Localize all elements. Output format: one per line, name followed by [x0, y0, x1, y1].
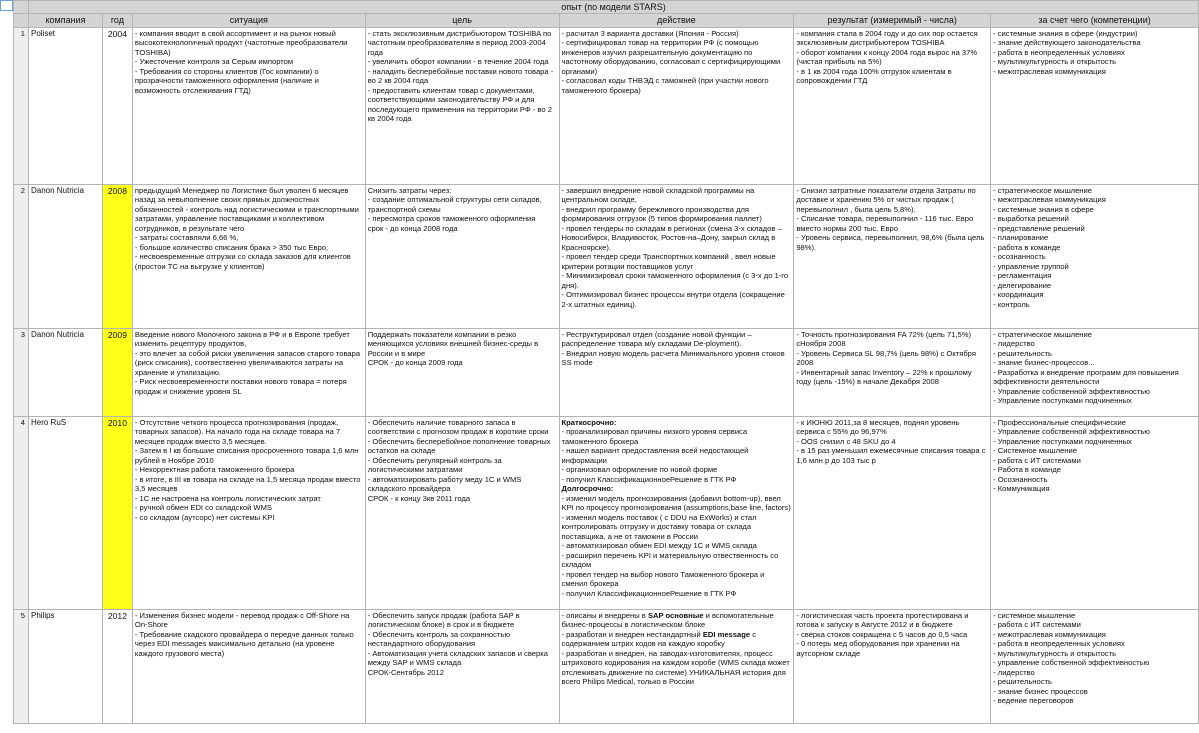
cell-result[interactable]: - логистическая часть проекта протестирована и готова к запуску в Августе 2012 и в бюджете - сверка стоков сокращена с 5 часов до 0,5 часа - 0 потерь мед оборудования при хранении на аутсорном складе: [794, 610, 991, 724]
cell-goal[interactable]: - стать эксклюзивным дистрибьютором TOSHIBA по частотным преобразователям в период 2003-2004 года - увеличить оборот компании - в течение 2004 года - наладить бесперебойные поставки нового товара - во 2 кв 2004 года - предоставить клиентам товар с документами, соответствующими законодательству РФ и для последующего применения на территории РФ - во 2 кв 2004 года: [365, 28, 559, 185]
header-year[interactable]: год: [102, 14, 132, 28]
action-bold-edi: EDI message: [702, 629, 751, 639]
table-row: [14, 329, 1199, 417]
header-goal[interactable]: цель: [365, 14, 559, 28]
table-row: [14, 185, 1199, 329]
row-number[interactable]: 1: [14, 28, 29, 185]
cell-company[interactable]: Poliset: [28, 28, 102, 185]
cell-company[interactable]: Danon Nutricia: [28, 185, 102, 329]
header-result[interactable]: результат (измеримый - числа): [794, 14, 991, 28]
title-row: [14, 1, 1199, 14]
cell-company[interactable]: Danon Nutricia: [28, 329, 102, 417]
cell-year-highlighted[interactable]: 2009: [102, 329, 132, 417]
cell-result[interactable]: - Точность прогнозирования FA 72% (цель 71,5%) сНоября 2008 - Уровень Сервиса SL 98,7% (цель 98%) с Октября 2008 - Инвентарный запас Inventory – 22% к прошлому году (цель -15%) в начале Декабря 2008: [794, 329, 991, 417]
header-row: [14, 14, 1199, 28]
row-number[interactable]: 4: [14, 417, 29, 610]
table-row: [14, 28, 1199, 185]
header-action[interactable]: действие: [559, 14, 794, 28]
cell-competencies[interactable]: - системное мышление - работа с ИТ системами - межотраслевая коммуникация - работа в неопределенных условиях - мультикультурность и открытость - управление собственной эффективностью - лидерство - решительность - знание бизнес процессов - ведение переговоров: [991, 610, 1199, 724]
action-short-term-text: - проанализировал причины низкого уровня сервиса таможенного брокера - нашел вариант предоставления всей недостающей информации - организовал оформление по новой форме - получил КлассификационноеРешение в ГТК РФ: [561, 427, 749, 484]
cell-competencies[interactable]: - Профессиональные специфические - Управление собственной эффективностью - Управление поступками подчиненных - Системное мышление - работа с ИТ системами - Работа в команде - Осознанность - Коммуникация: [991, 417, 1199, 610]
header-company[interactable]: компания: [28, 14, 102, 28]
row-number[interactable]: 5: [14, 610, 29, 724]
cell-competencies[interactable]: - системные знания в сфере (индустрии) - знание действующего законодательства - работа в неопределенных условиях - мультикультурность и открытость - межотраслевая коммуникация: [991, 28, 1199, 185]
cell-situation[interactable]: - Изменения бизнес модели - перевод продаж с Off-Shore на On-Shore - Требование скадского провайдера о передче данных только через EDI messages максимально детально (на уровене каждого грузового места): [132, 610, 365, 724]
cell-result[interactable]: - компания стала в 2004 году и до сих пор остается эксклюзивным дистрибьютером TOSHIBA - оборот компании к концу 2004 года вырос на 37% (чистая прибыль на 5%) - в 1 кв 2004 года 100% отгрузок клиентам в сопровождении ГТД: [794, 28, 991, 185]
stars-table: [13, 0, 1199, 724]
cell-action[interactable]: - расчитал 3 варианта доставки (Япония - Россия) - сертифицировал товар на территории РФ (с помощью инженеров изучил разрешительную документацию по частотному оборудованию, согласовал с сертифицирующими органами) - согласовал коды ТНВЭД с таможней (при участии нового таможенного брокера): [559, 28, 794, 185]
cell-action[interactable]: [559, 610, 794, 724]
cell-year-highlighted[interactable]: 2010: [102, 417, 132, 610]
cell-goal[interactable]: Снизить затраты через: - создание оптимальной структуры сети складов, транспортной схемы - пересмотра сроков таможенного оформления срок - до конца 2008 года: [365, 185, 559, 329]
cell-situation[interactable]: Введение нового Молочного закона в РФ и в Европе требует изменить рецептуру продуктов, - это влечет за собой риски увеличения запасов старого товара (риск списания), соотвественно увеличиваются затраты на хранение и утилизацию. - Риск несвоевременности поставки нового товара = потеря продаж и снижение уровня SL: [132, 329, 365, 417]
header-competencies[interactable]: за счет чего (компетенции): [991, 14, 1199, 28]
action-text: - описаны и внедрены в: [561, 611, 648, 620]
cell-year-highlighted[interactable]: 2008: [102, 185, 132, 329]
cell-company[interactable]: Hero RuS: [28, 417, 102, 610]
action-text: с содержанием штрих кодов на каждую коробку - разработан и внедрен, на заводах-изготовителях, процесс штрихового кодирования на каждом коробе (WMS склада может отслеживать движение по системе) УНИКАЛЬНАЯ история для всего Philips Medical, только в России: [561, 629, 790, 687]
cell-goal[interactable]: - Обеспечить запуск продаж (работа SAP в логистическом блоке) в срок и в бюджете - Обеспечить контроль за сохранностью нестандартного оборудования - Автоматизация учета складских запасов и сверка между SAP и WMS склада СРОК-Сентябрь 2012: [365, 610, 559, 724]
action-short-term-label: Краткосрочно:: [561, 418, 617, 427]
cell-result[interactable]: - Снизил затратные показатели отдела Затраты по доставке и хранению 5% от чистых продаж ( перевыполнил , была цель 5,8%). - Списание товара, перевыполнил - 116 тыс. Евро вместо нормы 200 тыс. Евро - Уровень сервиса, перевыполнил, 98,6% (была цель 98%).: [794, 185, 991, 329]
cell-action[interactable]: [559, 417, 794, 610]
action-bold-sap: SAP основные: [647, 611, 704, 620]
cell-situation[interactable]: - компания вводит в свой ассортимент и на рынок новый высокотехнологичный продукт (частотные преобразователи TOSHIBA) - Ужесточение контроля за Серым импортом - Требования со стороны клиентов (Гос компании) о прозрачности таможенного оформления (наличие и возможность отслеживания ГТД): [132, 28, 365, 185]
header-situation[interactable]: ситуация: [132, 14, 365, 28]
cell-action[interactable]: - Реструктурировал отдел (создание новой функции – распределение товара м/у складами De-ployment). - Внедрил новую модель расчета Минимального уровня стоков SS mode: [559, 329, 794, 417]
action-long-term-text: - изменил модель прогнозирования (добавил bottom-up), ввел KPI по процессу прогнозирования (assumptions,base line, factors) - изменил модель поставок ( с DDU на ExWorks) и стал контролировать отгрузку и доставку товара от склада поставщика, а не от таможни в России - автоматизировал обмен EDI между 1С и WMS склада - расширил перечень KPI и материальную отвественность со складом - провел тендер на выбор нового Таможенного брокера и сменил брокера - получил КлассификационноеРешение в ГТК РФ: [561, 493, 791, 598]
action-text: и вспомогательные бизнес-процессы в логистическом блоке - разработан и внедрен нестандартный: [561, 611, 774, 639]
cell-year[interactable]: 2012: [102, 610, 132, 724]
sheet-title[interactable]: опыт (по модели STARS): [28, 1, 1198, 14]
row-number[interactable]: 3: [14, 329, 29, 417]
table-row: [14, 417, 1199, 610]
cell-competencies[interactable]: - стратегическое мышление - межотраслевая коммуникация - системные знания в сфере - выработка решений - представление решений - планирование - работа в команде - осознанность - управление группой - регламентация - делегирование - координация - контроль: [991, 185, 1199, 329]
cell-situation[interactable]: предыдущий Менеджер по Логистике был уволен 6 месяцев назад за невыполнение своих прямых должностных обязанностей - контроль над логистическими и транспортными затратами, управление поставщиками и коллективом сотрудников, в результате чего - затраты составляли 6,66 %, - большое количество списания брака > 350 тыс Евро, - несвоевременные отгрузки со склада заказов для клиентов (простои ТС на выгрузке у клиентов): [132, 185, 365, 329]
header-spacer: [14, 14, 29, 28]
cell-year[interactable]: 2004: [102, 28, 132, 185]
cell-competencies[interactable]: - стратегическое мышление - лидерство - решительность - знание бизнес-процессов... - Разработка и внедрение программ для повышения эффективности деятельности - Управление собственной эффективностью - Управление поступками подчиненных: [991, 329, 1199, 417]
table-row: [14, 610, 1199, 724]
title-row-spacer: [14, 1, 29, 14]
cell-action[interactable]: - завершил внедрение новой складской программы на центральном складе, - внедрил программу бережливого производства для формирования отгрузок (5 типов формирования паллет) - провел тендеры по складам в регионах (смена 3-х складов – Новосибирск, Владивосток, Ростов-на–Дону, закрыл склад в Красноярске). - провел тендер среди Транспортных компаний , ввел новые критерии ротации поставщиков услуг - Минимизировал сроки таможенного оформления (с 3-х до 1-го дня). - Оптимизировал бизнес процессы внутри отдела (сокращение 2-х штатных единиц).: [559, 185, 794, 329]
action-long-term-label: Долгосрочно:: [561, 484, 614, 494]
cell-situation[interactable]: - Отсутствие четкого процесса прогнозирования (продаж, товарных запасов). На начало года на складе товара на 7 месяцев продаж вместо 3,5 месяцев. - Затем в I кв большие списания просроченного товара 1,6 млн рублей в Ноябре 2010 - Некорректная работа таможенного брокера - в итоге, в III кв товара на складе на 1,5 месяца продаж вместо 3,5 месяцев - 1С не настроена на контроль логистических затрат - ручной обмен EDI со складской WMS - со складом (аутсорс) нет системы KPI: [132, 417, 365, 610]
select-all-corner[interactable]: [0, 0, 13, 11]
cell-goal[interactable]: - Обеспечить наличие товарного запаса в соответствии с прогнозом продаж в короткие сроки - Обеспечить бесперебойное пополнение товарных остатков на складе - Обеспечить регулярный контроль за логистическими затратами - автоматизировать работу меду 1С и WMS складского провайдера СРОК - к концу 3кв 2011 года: [365, 417, 559, 610]
row-number[interactable]: 2: [14, 185, 29, 329]
cell-company[interactable]: Philips: [28, 610, 102, 724]
cell-result[interactable]: - к ИЮНЮ 2011,за 8 месяцев, поднял уровень сервиса с 55% до 96,97% - OOS снизил с 48 SKU до 4 - в 15 раз уменьшил ежемесячные списания товара с 1,6 млн р до 103 тыс р: [794, 417, 991, 610]
cell-goal[interactable]: Поддержать показатели компании в резко меняющихся условиях внешней бизнес-среды в России и в мире СРОК - до конца 2009 года: [365, 329, 559, 417]
